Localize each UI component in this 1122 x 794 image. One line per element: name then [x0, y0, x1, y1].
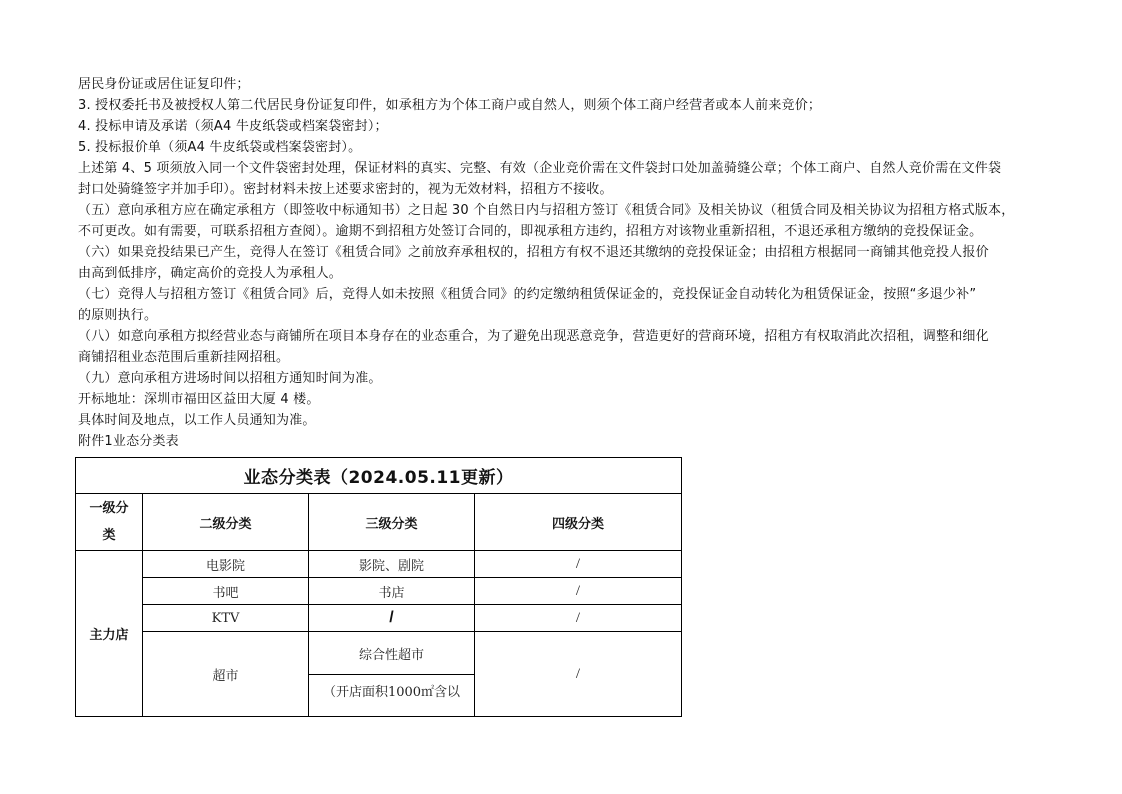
- cell-level2: 书吧: [143, 578, 309, 605]
- cell-level3: /: [309, 605, 475, 632]
- paragraph: 5. 投标报价单（须A4 牛皮纸袋或档案袋密封）。: [78, 140, 362, 155]
- paragraph: 居民身份证或居住证复印件；: [78, 77, 250, 92]
- paragraph: （七）竞得人与招租方签订《租赁合同》后，竞得人如未按照《租赁合同》的约定缴纳租赁保证金的，竞投保证金自动转化为租赁保证金，按照“多退少补”: [78, 287, 977, 302]
- table-row: [76, 551, 682, 578]
- cell-level2: 超市: [143, 632, 309, 717]
- paragraph: 封口处骑缝签字并加手印）。密封材料未按上述要求密封的，视为无效材料，招租方不接收。: [78, 182, 613, 197]
- header-level1-line1: 一级分: [89, 501, 129, 516]
- cell-level3: 书店: [309, 578, 475, 605]
- paragraph: （五）意向承租方应在确定承租方（即签收中标通知书）之日起 30 个自然日内与招租方签订《租赁合同》及相关协议（租赁合同及相关协议为招租方格式版本，: [78, 203, 1015, 218]
- table-title: 业态分类表（2024.05.11更新）: [76, 458, 682, 494]
- cell-level4: /: [475, 632, 682, 717]
- paragraph: 上述第 4、5 项须放入同一个文件袋密封处理，保证材料的真实、完整、有效（企业竞价需在文件袋封口处加盖骑缝公章；个体工商户、自然人竞价需在文件袋: [78, 161, 1002, 176]
- cell-level2: 电影院: [143, 551, 309, 578]
- attachment-label: 附件1业态分类表: [78, 434, 179, 449]
- header-level1-line2: 类: [102, 528, 116, 543]
- header-level3: 三级分类: [309, 494, 475, 551]
- paragraph: （八）如意向承租方拟经营业态与商铺所在项目本身存在的业态重合，为了避免出现恶意竞争，营造更好的营商环境，招租方有权取消此次招租，调整和细化: [78, 329, 989, 344]
- table-row: [76, 605, 682, 632]
- cell-level3: 综合性超市: [309, 632, 475, 675]
- cell-level2: KTV: [143, 605, 309, 632]
- cell-level4: /: [475, 578, 682, 605]
- cell-level3: 影院、剧院: [309, 551, 475, 578]
- paragraph: 具体时间及地点，以工作人员通知为准。: [78, 413, 316, 428]
- business-category-table: [75, 457, 682, 717]
- header-level1: [76, 494, 143, 551]
- paragraph: 不可更改。如有需要，可联系招租方查阅）。逾期不到招租方处签订合同的，即视承租方违约，招租方对该物业重新招租，不退还承租方缴纳的竞投保证金。: [78, 224, 983, 239]
- cell-level4: /: [475, 605, 682, 632]
- table-row: [76, 632, 682, 675]
- paragraph: （六）如果竞投结果已产生，竞得人在签订《租赁合同》之前放弃承租权的，招租方有权不退还其缴纳的竞投保证金；由招租方根据同一商铺其他竞投人报价: [78, 245, 989, 260]
- cell-level3-note: （开店面积1000㎡含以: [309, 675, 475, 717]
- paragraph: 的原则执行。: [78, 308, 158, 323]
- paragraph: 商铺招租业态范围后重新挂网招租。: [78, 350, 290, 365]
- cell-level4: /: [475, 551, 682, 578]
- header-level4: 四级分类: [475, 494, 682, 551]
- group-label: 主力店: [76, 551, 143, 717]
- paragraph: （九）意向承租方进场时间以招租方通知时间为准。: [78, 371, 382, 386]
- table-row: [76, 578, 682, 605]
- paragraph: 由高到低排序，确定高价的竞投人为承租人。: [78, 266, 343, 281]
- paragraph: 开标地址：深圳市福田区益田大厦 4 楼。: [78, 392, 320, 407]
- paragraph: 3. 授权委托书及被授权人第二代居民身份证复印件，如承租方为个体工商户或自然人，则须个体工商户经营者或本人前来竞价；: [78, 98, 822, 113]
- header-level2: 二级分类: [143, 494, 309, 551]
- paragraph: 4. 投标申请及承诺（须A4 牛皮纸袋或档案袋密封）；: [78, 119, 388, 134]
